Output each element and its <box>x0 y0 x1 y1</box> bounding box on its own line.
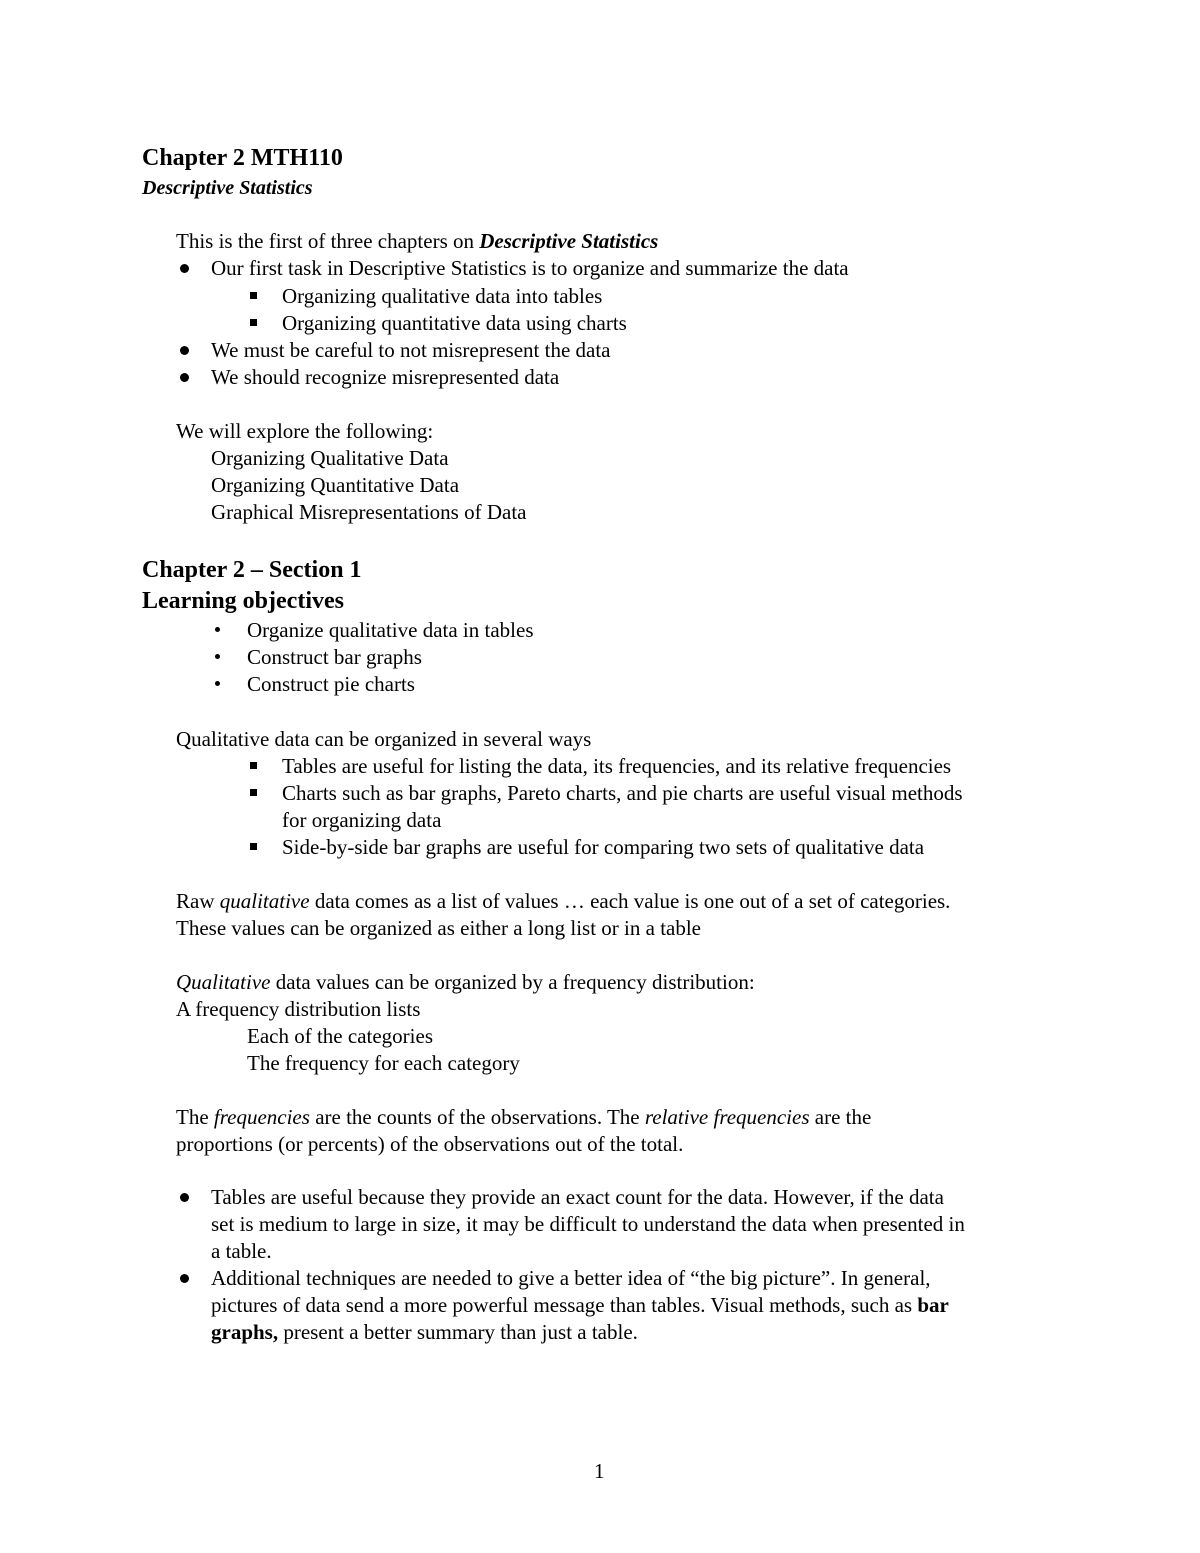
final-bullet-text: pictures of data send a more powerful message than tables. Visual methods, such as <box>211 1293 918 1317</box>
intro-bullet-2: We must be careful to not misrepresent the data <box>211 338 611 362</box>
page-number: 1 <box>594 1459 605 1483</box>
final-bullet-text: present a better summary than just a table. <box>278 1320 638 1344</box>
bullet-icon <box>180 264 189 273</box>
intro-subbullet-1: Organizing qualitative data into tables <box>282 284 603 308</box>
freqdist-line-1 <box>176 969 755 996</box>
explore-item-2: Organizing Quantitative Data <box>211 473 460 497</box>
intro-emphasis: Descriptive Statistics <box>479 229 659 253</box>
explore-heading: We will explore the following: <box>176 419 434 443</box>
final-bullet-1-line-1: Tables are useful because they provide an exact count for the data. However, if the data <box>211 1185 944 1209</box>
bullet-icon <box>215 654 220 659</box>
final-bullet-bold: graphs, <box>211 1320 279 1344</box>
raw-text: Raw <box>176 889 220 913</box>
objectives-heading: Learning objectives <box>142 588 344 614</box>
intro-text <box>176 228 658 255</box>
explore-item-3: Graphical Misrepresentations of Data <box>211 500 527 524</box>
freqdef-emphasis: frequencies <box>213 1105 310 1129</box>
square-bullet-icon <box>250 319 257 326</box>
final-bullet-bold: bar <box>917 1293 949 1317</box>
bullet-icon <box>180 1193 189 1202</box>
organized-item-3: Side-by-side bar graphs are useful for comparing two sets of qualitative data <box>282 835 925 859</box>
final-bullet-1-line-3: a table. <box>211 1239 272 1263</box>
organized-item-2-cont: for organizing data <box>282 808 442 832</box>
freqdist-text: data values can be organized by a frequency distribution: <box>270 970 755 994</box>
raw-text: data comes as a list of values … each value is one out of a set of categories. <box>309 889 951 913</box>
organized-item-1: Tables are useful for listing the data, its frequencies, and its relative frequencies <box>282 754 952 778</box>
raw-emphasis: qualitative <box>219 889 310 913</box>
organized-item-2: Charts such as bar graphs, Pareto charts, and pie charts are useful visual methods <box>282 781 963 805</box>
bullet-icon <box>180 346 189 355</box>
objective-3: Construct pie charts <box>247 672 415 696</box>
bullet-icon <box>180 1274 189 1283</box>
freqdef-line-2: proportions (or percents) of the observations out of the total. <box>176 1132 684 1156</box>
freqdef-emphasis: relative frequencies <box>644 1105 810 1129</box>
raw-line-2: These values can be organized as either a long list or in a table <box>176 916 701 940</box>
explore-item-1: Organizing Qualitative Data <box>211 446 449 470</box>
page-title: Chapter 2 MTH110 <box>142 145 343 171</box>
bullet-icon <box>215 681 220 686</box>
freqdist-line-2: A frequency distribution lists <box>176 997 421 1021</box>
organized-lead: Qualitative data can be organized in several ways <box>176 727 592 751</box>
intro-bullet-1: Our first task in Descriptive Statistics is to organize and summarize the data <box>211 256 849 280</box>
objective-1: Organize qualitative data in tables <box>247 618 534 642</box>
raw-line-1 <box>176 888 950 915</box>
freqdef-text: are the counts of the observations. The <box>309 1105 645 1129</box>
bullet-icon <box>215 627 220 632</box>
final-bullet-2-line-3 <box>211 1319 638 1346</box>
page-subtitle: Descriptive Statistics <box>142 177 313 199</box>
freqdef-line-1 <box>176 1104 871 1131</box>
square-bullet-icon <box>250 843 257 850</box>
freqdef-text: The <box>176 1105 214 1129</box>
objective-2: Construct bar graphs <box>247 645 422 669</box>
freqdist-item-2: The frequency for each category <box>247 1051 520 1075</box>
final-bullet-2-line-1: Additional techniques are needed to give a better idea of “the big picture”. In general, <box>211 1266 931 1290</box>
freqdist-item-1: Each of the categories <box>247 1024 433 1048</box>
square-bullet-icon <box>250 292 257 299</box>
intro-bullet-3: We should recognize misrepresented data <box>211 365 560 389</box>
square-bullet-icon <box>250 789 257 796</box>
freqdist-emphasis: Qualitative <box>176 970 271 994</box>
intro-prefix: This is the first of three chapters on <box>176 229 480 253</box>
final-bullet-1-line-2: set is medium to large in size, it may be difficult to understand the data when presented in <box>211 1212 965 1236</box>
section-heading: Chapter 2 – Section 1 <box>142 557 362 583</box>
square-bullet-icon <box>250 762 257 769</box>
final-bullet-2-line-2 <box>211 1292 949 1319</box>
bullet-icon <box>180 373 189 382</box>
freqdef-text: are the <box>809 1105 872 1129</box>
intro-subbullet-2: Organizing quantitative data using charts <box>282 311 627 335</box>
